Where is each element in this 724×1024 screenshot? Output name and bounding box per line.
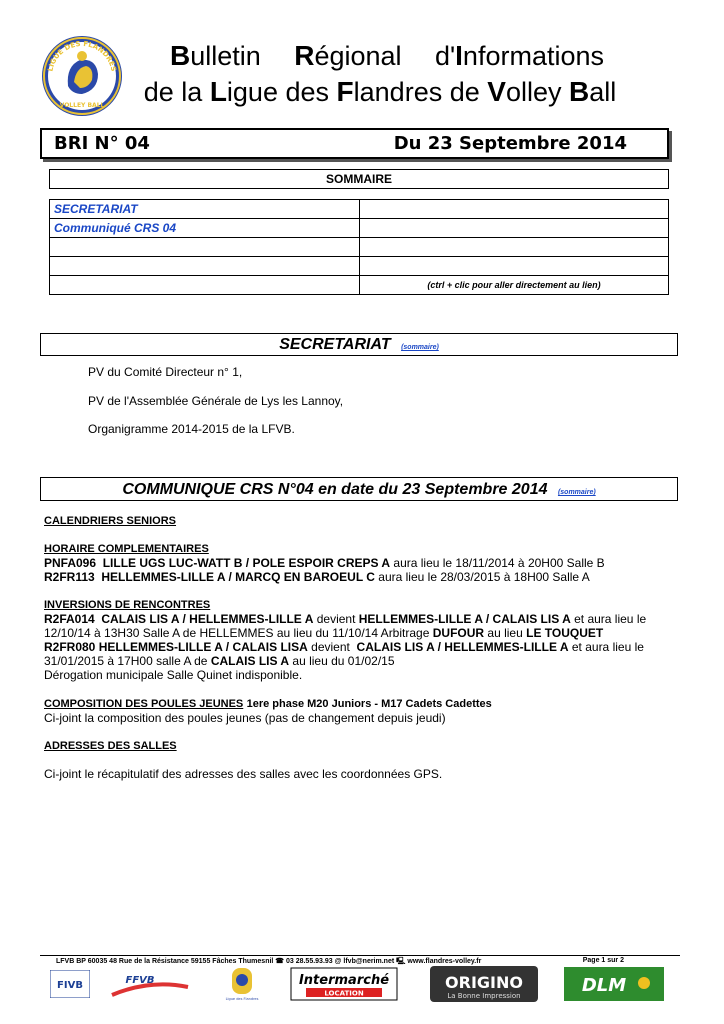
intermarche-logo [290,966,398,1002]
horaire-heading: HORAIRE COMPLEMENTAIRES [44,543,209,555]
sommaire-link-secretariat[interactable]: SECRETARIAT [54,202,138,216]
bri-header-bar [40,128,669,159]
inversion-1-line-2: 12/10/14 à 13H30 Salle A de HELLEMMES au lieu du 11/10/14 Arbitrage DUFOUR au lieu LE TOUQUET [44,626,604,640]
svg-text:FFVB: FFVB [125,975,155,986]
svg-text:Ligue des Flandres: Ligue des Flandres [225,997,259,1001]
sommaire-heading: SOMMAIRE [49,169,669,189]
secretariat-back-link[interactable]: (sommaire) [401,344,439,351]
logo-text-bottom: VOLLEY BALL [59,102,105,109]
footer-page-number: Page 1 sur 2 [582,957,624,964]
bri-date: Du 23 Septembre 2014 [393,133,627,154]
horaire-line-1: PNFA096 LILLE UGS LUC-WATT B / POLE ESPOIR CREPS A aura lieu le 18/11/2014 à 20H00 Salle B [44,556,605,570]
svg-text:ORIGINO: ORIGINO [445,973,523,992]
title-word-2: Régional [294,40,402,71]
origino-logo [430,966,538,1002]
title-line-1 [140,38,620,74]
sommaire-table [49,199,669,295]
inversion-2-line-2: 31/01/2015 à 17H00 salle A de CALAIS LIS A au lieu du 01/02/15 [44,654,395,668]
inversion-1-line-1: R2FA014 CALAIS LIS A / HELLEMMES-LILLE A devient HELLEMMES-LILLE A / CALAIS LIS A et aura lieu le [44,612,647,626]
sommaire-note: (ctrl + clic pour aller directement au lien) [360,276,669,295]
svg-text:La Bonne Impression: La Bonne Impression [447,992,521,1000]
communique-section-title [40,477,678,501]
communique-title: COMMUNIQUE CRS N°04 en date du 23 Septembre 2014 [122,481,548,498]
fivb-logo [50,966,90,1002]
inversion-2-line-3: Dérogation municipale Salle Quinet indisponible. [44,668,303,682]
svg-text:LOCATION: LOCATION [324,989,364,998]
communique-body [44,514,674,781]
adresses-text: Ci-joint le récapitulatif des adresses des salles avec les coordonnées GPS. [44,767,443,781]
inversion-2-line-1: R2FR080 HELLEMMES-LILLE A / CALAIS LISA devient CALAIS LIS A / HELLEMMES-LILLE A et aura lieu le [44,640,644,654]
inversions-heading: INVERSIONS DE RENCONTRES [44,599,211,611]
title-word-1: Bulletin [170,40,261,71]
horaire-line-2: R2FR113 HELLEMMES-LILLE A / MARCQ EN BAROEUL C aura lieu le 28/03/2015 à 18H00 Salle A [44,570,590,584]
ligue-logo [40,34,124,118]
svg-text:FIVB: FIVB [57,980,83,991]
secretariat-item-pv-ag: PV de l'Assemblée Générale de Lys les Lannoy, [88,394,344,408]
secretariat-title: SECRETARIAT [279,336,391,353]
secretariat-item-pv-comite: PV du Comité Directeur n° 1, [88,365,243,379]
adresses-heading: ADRESSES DES SALLES [44,740,177,752]
svg-text:DLM: DLM [581,975,627,996]
poules-text: Ci-joint la composition des poules jeunes (pas de changement depuis jeudi) [44,711,446,725]
poules-heading-line: COMPOSITION DES POULES JEUNES 1ere phase M20 Juniors - M17 Cadets Cadettes [44,698,492,710]
sommaire-link-communique[interactable]: Communiqué CRS 04 [54,221,177,235]
calendriers-heading: CALENDRIERS SENIORS [44,515,177,527]
title-line-2: de la Ligue des Flandres de Volley Ball [143,76,617,107]
svg-text:Intermarché: Intermarché [298,973,390,988]
communique-back-link[interactable]: (sommaire) [557,489,596,496]
secretariat-item-organigramme: Organigramme 2014-2015 de la LFVB. [88,422,295,436]
bulletin-title [140,38,620,110]
bri-number: BRI N° 04 [54,133,150,154]
logo-text-top: LIGUE DES FLANDRES [46,39,118,73]
title-word-3: d'Informations [434,40,604,71]
footer-divider [40,955,680,956]
ligue-small-logo [222,966,262,1002]
secretariat-section-title [40,333,678,356]
dlm-logo [564,966,664,1002]
footer-address: LFVB BP 60035 48 Rue de la Résistance 59155 Fâches Thumesnil ☎ 03 28.55.93.93 @ lfvb@nerim.net 🖳 www.flandres-volley.fr [56,958,482,965]
ffvb-logo [110,966,190,1002]
